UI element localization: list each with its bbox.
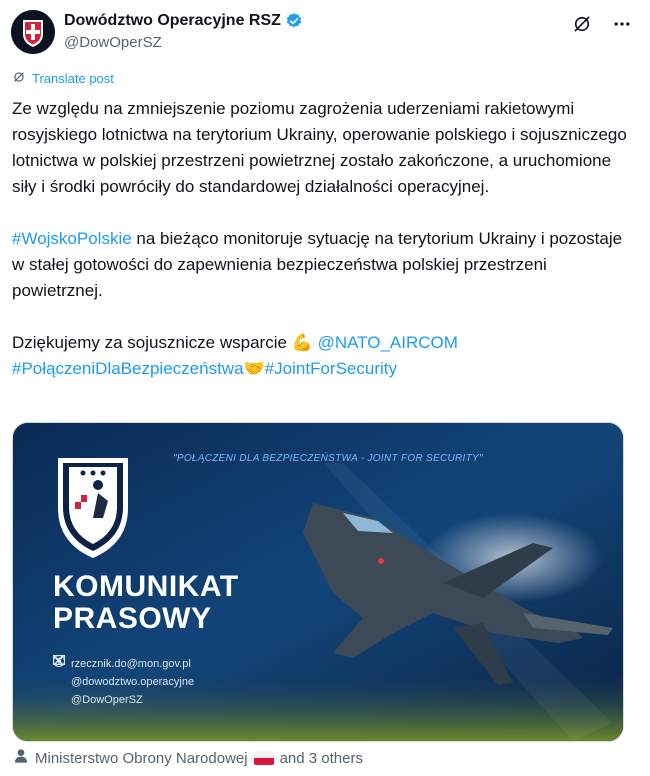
hashtag-jointforsecurity[interactable]: #JointForSecurity xyxy=(264,359,397,378)
contact-x xyxy=(53,691,194,709)
top-actions xyxy=(572,14,632,34)
translate-label[interactable]: Translate post xyxy=(32,71,114,86)
contact-facebook-text: @dowodztwo.operacyjne xyxy=(71,676,195,688)
paragraph-1: Ze względu na zmniejszenie poziomu zagrożenia uderzeniami rakietowymi rosyjskiego lotnictwa na terytorium Ukrainy, operowanie polskiego i sojuszniczego lotnictwa w polskiej przestrzeni powietrznej zostało zakończone, a uruchomione siły i środki powróciły do standardowej działalności operacyjnej. xyxy=(12,99,627,196)
author-name[interactable]: Dowództwo Operacyjne RSZ xyxy=(64,12,281,29)
tagged-user-name[interactable]: Ministerstwo Obrony Narodowej xyxy=(35,749,248,767)
tagged-users[interactable] xyxy=(13,748,363,768)
hashtag-wojskopolskie[interactable]: #WojskoPolskie xyxy=(12,229,132,248)
grok-icon[interactable] xyxy=(572,14,592,34)
avatar[interactable] xyxy=(11,10,55,54)
verified-badge-icon xyxy=(285,12,303,30)
contact-facebook xyxy=(53,673,194,691)
media-slogan: "POŁĄCZENI DLA BEZPIECZEŃSTWA - JOINT FOR SECURITY" xyxy=(173,453,483,464)
media-title-line-1: KOMUNIKAT xyxy=(53,570,239,603)
author-block xyxy=(64,12,303,51)
person-icon xyxy=(13,748,29,768)
poland-flag-icon xyxy=(254,751,274,765)
contact-email-text: rzecznik.do@mon.gov.pl xyxy=(71,658,191,670)
media-title-line-2: PRASOWY xyxy=(53,602,212,635)
media-contacts xyxy=(53,655,194,709)
more-icon[interactable] xyxy=(612,14,632,34)
hashtag-polaczeni[interactable]: #PołączeniDlaBezpieczeństwa xyxy=(12,359,244,378)
facebook-icon xyxy=(53,676,65,688)
media-title xyxy=(53,571,239,635)
paragraph-3-text: Dziękujemy za sojusznicze wsparcie xyxy=(12,333,292,352)
author-handle[interactable]: @DowOperSZ xyxy=(64,34,162,51)
translate-icon xyxy=(12,70,26,87)
contact-email xyxy=(53,655,194,673)
post-text xyxy=(12,96,632,382)
mention-nato-aircom[interactable]: @NATO_AIRCOM xyxy=(317,333,458,352)
translate-post-link[interactable] xyxy=(12,70,114,87)
handshake-emoji: 🤝 xyxy=(243,359,265,378)
paragraph-3 xyxy=(12,330,632,382)
author-name-row[interactable] xyxy=(64,12,303,30)
media-image[interactable] xyxy=(12,422,624,742)
tagged-others[interactable]: and 3 others xyxy=(279,749,363,767)
paragraph-2 xyxy=(12,226,632,304)
x-logo-icon xyxy=(53,694,65,706)
flexed-biceps-emoji: 💪 xyxy=(291,333,313,352)
contact-x-text: @DowOperSZ xyxy=(71,694,143,706)
paragraph-2-text: na bieżąco monitoruje sytuację na terytorium Ukrainy i pozostaje w stałej gotowości do zapewnienia bezpieczeństwa polskiej przestrzeni powietrznej. xyxy=(12,229,623,300)
